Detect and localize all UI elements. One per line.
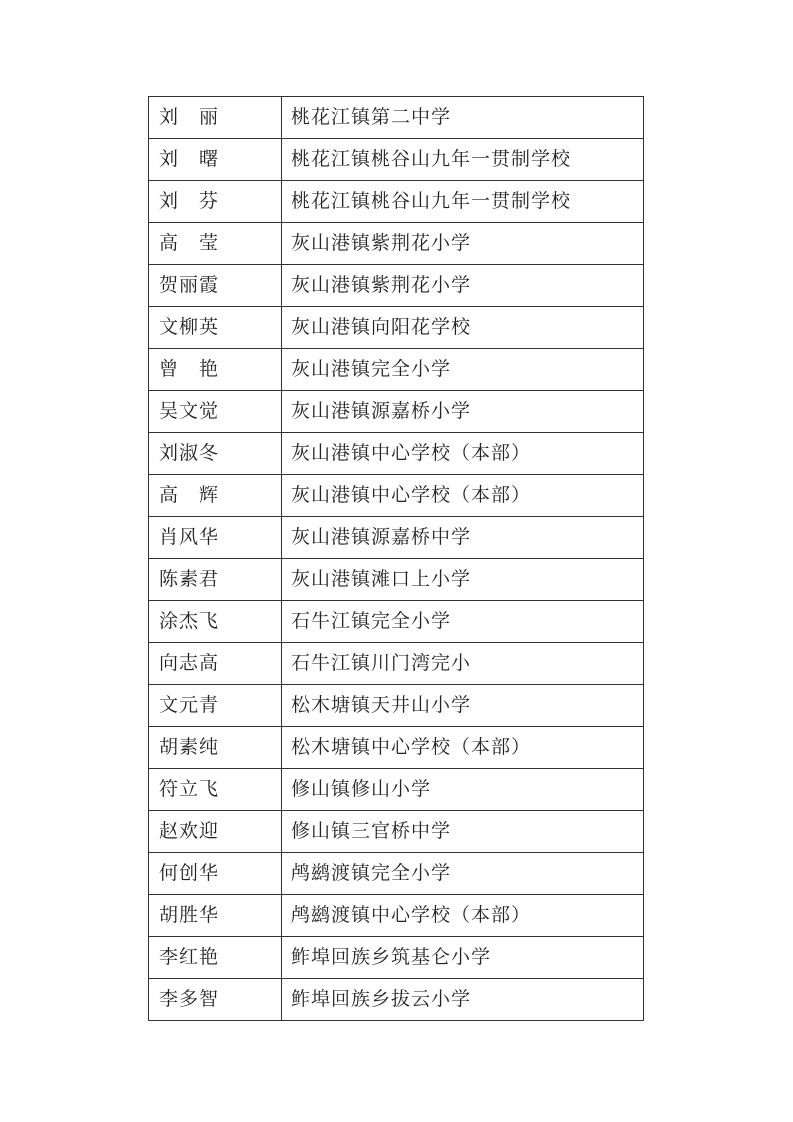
roster-body <box>149 97 644 1021</box>
school-cell: 灰山港镇中心学校（本部） <box>282 475 644 517</box>
table-row <box>149 433 644 475</box>
school-cell: 松木塘镇中心学校（本部） <box>282 727 644 769</box>
school-cell: 桃花江镇第二中学 <box>282 97 644 139</box>
school-cell: 灰山港镇中心学校（本部） <box>282 433 644 475</box>
table-row <box>149 643 644 685</box>
name-cell: 刘 芬 <box>149 181 282 223</box>
name-cell: 胡素纯 <box>149 727 282 769</box>
name-cell: 高 莹 <box>149 223 282 265</box>
name-cell: 向志高 <box>149 643 282 685</box>
name-cell: 刘 丽 <box>149 97 282 139</box>
name-cell: 胡胜华 <box>149 895 282 937</box>
table-row <box>149 769 644 811</box>
table-row <box>149 139 644 181</box>
school-cell: 灰山港镇紫荆花小学 <box>282 223 644 265</box>
name-cell: 曾 艳 <box>149 349 282 391</box>
table-row <box>149 685 644 727</box>
school-cell: 石牛江镇川门湾完小 <box>282 643 644 685</box>
table-row <box>149 727 644 769</box>
school-cell: 灰山港镇滩口上小学 <box>282 559 644 601</box>
table-row <box>149 391 644 433</box>
roster-table <box>148 96 644 1021</box>
school-cell: 鲊埠回族乡筑基仑小学 <box>282 937 644 979</box>
school-cell: 石牛江镇完全小学 <box>282 601 644 643</box>
school-cell: 灰山港镇完全小学 <box>282 349 644 391</box>
name-cell: 贺丽霞 <box>149 265 282 307</box>
table-row <box>149 349 644 391</box>
school-cell: 灰山港镇源嘉桥中学 <box>282 517 644 559</box>
name-cell: 文元青 <box>149 685 282 727</box>
name-cell: 陈素君 <box>149 559 282 601</box>
table-row <box>149 559 644 601</box>
school-cell: 修山镇修山小学 <box>282 769 644 811</box>
school-cell: 灰山港镇源嘉桥小学 <box>282 391 644 433</box>
table-row <box>149 265 644 307</box>
name-cell: 吴文觉 <box>149 391 282 433</box>
table-row <box>149 811 644 853</box>
table-row <box>149 853 644 895</box>
school-cell: 修山镇三官桥中学 <box>282 811 644 853</box>
table-row <box>149 307 644 349</box>
table-row <box>149 181 644 223</box>
table-row <box>149 601 644 643</box>
school-cell: 桃花江镇桃谷山九年一贯制学校 <box>282 139 644 181</box>
school-cell: 灰山港镇向阳花学校 <box>282 307 644 349</box>
name-cell: 何创华 <box>149 853 282 895</box>
school-cell: 桃花江镇桃谷山九年一贯制学校 <box>282 181 644 223</box>
table-row <box>149 223 644 265</box>
table-row <box>149 979 644 1021</box>
school-cell: 鸬鹚渡镇中心学校（本部） <box>282 895 644 937</box>
name-cell: 李多智 <box>149 979 282 1021</box>
name-cell: 赵欢迎 <box>149 811 282 853</box>
table-row <box>149 475 644 517</box>
table-row <box>149 517 644 559</box>
name-cell: 刘 曙 <box>149 139 282 181</box>
table-row <box>149 937 644 979</box>
name-cell: 李红艳 <box>149 937 282 979</box>
table-row <box>149 895 644 937</box>
name-cell: 肖风华 <box>149 517 282 559</box>
name-cell: 刘淑冬 <box>149 433 282 475</box>
name-cell: 符立飞 <box>149 769 282 811</box>
school-cell: 灰山港镇紫荆花小学 <box>282 265 644 307</box>
name-cell: 文柳英 <box>149 307 282 349</box>
name-cell: 高 辉 <box>149 475 282 517</box>
school-cell: 松木塘镇天井山小学 <box>282 685 644 727</box>
name-cell: 涂杰飞 <box>149 601 282 643</box>
school-cell: 鸬鹚渡镇完全小学 <box>282 853 644 895</box>
table-row <box>149 97 644 139</box>
school-cell: 鲊埠回族乡拔云小学 <box>282 979 644 1021</box>
